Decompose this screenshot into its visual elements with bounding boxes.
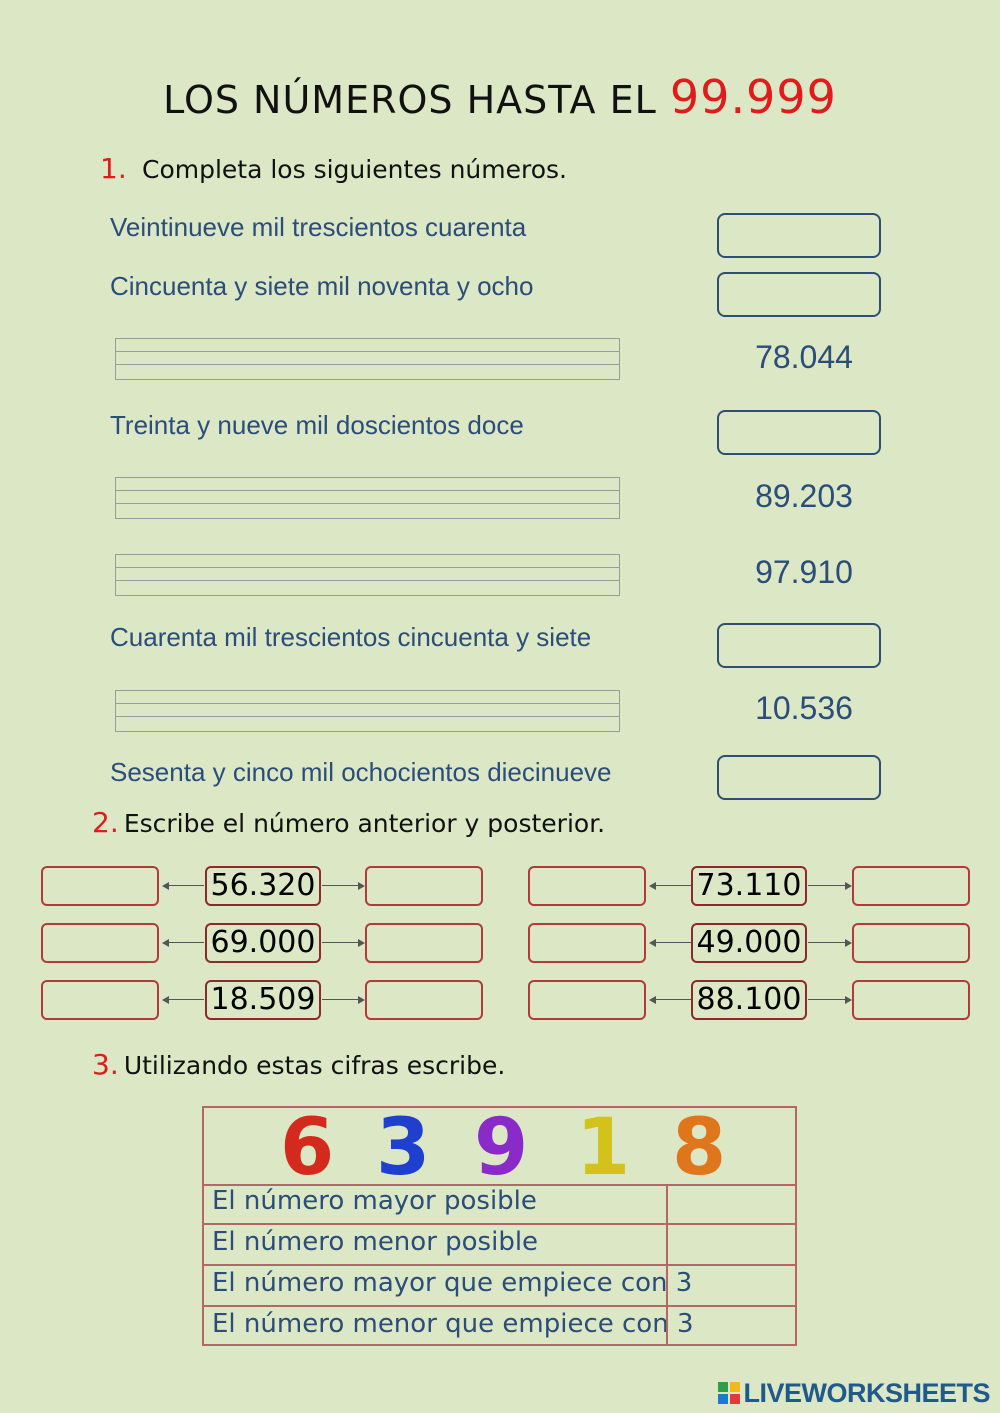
table-row	[204, 1266, 795, 1307]
row-label: El número menor que empiece con 3	[212, 1309, 694, 1339]
predecessor-box[interactable]	[41, 980, 159, 1020]
arrow-line	[168, 999, 204, 1000]
liveworksheets-logo-icon	[718, 1382, 740, 1404]
arrow-left-icon	[649, 882, 656, 890]
item-text-4: Treinta y nueve mil doscientos doce	[110, 410, 524, 440]
arrow-line	[322, 942, 358, 943]
title-text: LOS NÚMEROS HASTA EL	[163, 78, 657, 122]
answer-box-4[interactable]	[717, 410, 881, 455]
successor-box[interactable]	[365, 866, 483, 906]
arrow-right-icon	[358, 882, 365, 890]
answer-cell[interactable]	[666, 1307, 795, 1346]
answer-cell[interactable]	[666, 1225, 795, 1264]
table-row	[204, 1225, 795, 1266]
row-label: El número mayor posible	[212, 1186, 537, 1216]
number-value-3: 78.044	[755, 339, 853, 375]
arrow-right-icon	[845, 939, 852, 947]
writing-lines-3[interactable]	[115, 338, 620, 380]
section1-number: 1.	[100, 152, 127, 185]
successor-box[interactable]	[365, 980, 483, 1020]
number-value-8: 10.536	[755, 690, 853, 726]
writing-lines-8[interactable]	[115, 690, 620, 732]
item-text-7: Cuarenta mil trescientos cincuenta y siete	[110, 622, 592, 652]
arrow-line	[655, 942, 691, 943]
given-number: 18.509	[205, 980, 321, 1020]
section2-heading	[92, 806, 605, 839]
answer-box-2[interactable]	[717, 272, 881, 317]
answer-cell[interactable]	[666, 1266, 795, 1305]
number-value-6: 97.910	[755, 554, 853, 590]
arrow-line	[808, 885, 845, 886]
number-value-5: 89.203	[755, 478, 853, 514]
given-number: 49.000	[691, 923, 807, 963]
answer-cell[interactable]	[666, 1184, 795, 1223]
section2-number: 2.	[92, 806, 119, 839]
arrow-left-icon	[649, 939, 656, 947]
table-row	[204, 1184, 795, 1225]
arrow-left-icon	[162, 882, 169, 890]
arrow-line	[322, 999, 358, 1000]
successor-box[interactable]	[365, 923, 483, 963]
successor-box[interactable]	[852, 980, 970, 1020]
arrow-line	[655, 999, 691, 1000]
arrow-line	[168, 885, 204, 886]
item-text-2: Cincuenta y siete mil noventa y ocho	[110, 271, 534, 301]
item-text-9: Sesenta y cinco mil ochocientos diecinueve	[110, 757, 612, 787]
section3-number: 3.	[92, 1048, 119, 1081]
predecessor-box[interactable]	[528, 866, 646, 906]
logo-text: LIVEWORKSHEETS	[743, 1377, 990, 1408]
arrow-line	[808, 942, 845, 943]
liveworksheets-logo[interactable]	[718, 1376, 990, 1410]
writing-lines-5[interactable]	[115, 477, 620, 519]
arrow-right-icon	[358, 939, 365, 947]
arrow-line	[808, 999, 845, 1000]
predecessor-box[interactable]	[41, 866, 159, 906]
predecessor-box[interactable]	[41, 923, 159, 963]
digit-3: 3	[376, 1103, 431, 1193]
row-label: El número menor posible	[212, 1227, 539, 1257]
given-number: 73.110	[691, 866, 807, 906]
arrow-left-icon	[162, 939, 169, 947]
title-highlight: 99.999	[669, 70, 837, 124]
answer-box-7[interactable]	[717, 623, 881, 668]
answer-box-1[interactable]	[717, 213, 881, 258]
row-label: El número mayor que empiece con 3	[212, 1268, 693, 1298]
arrow-left-icon	[162, 996, 169, 1004]
given-number: 56.320	[205, 866, 321, 906]
page-title	[0, 70, 1000, 124]
digits-row	[204, 1103, 795, 1193]
arrow-line	[168, 942, 204, 943]
digit-8: 8	[672, 1103, 727, 1193]
item-text-1: Veintinueve mil trescientos cuarenta	[110, 212, 527, 242]
section3-heading	[92, 1048, 505, 1081]
section1-heading	[100, 152, 567, 185]
predecessor-box[interactable]	[528, 923, 646, 963]
given-number: 88.100	[691, 980, 807, 1020]
predecessor-box[interactable]	[528, 980, 646, 1020]
given-number: 69.000	[205, 923, 321, 963]
section3-instruction: Utilizando estas cifras escribe.	[123, 1051, 506, 1080]
arrow-right-icon	[845, 996, 852, 1004]
digit-6: 6	[280, 1103, 335, 1193]
arrow-right-icon	[358, 996, 365, 1004]
arrow-line	[655, 885, 691, 886]
writing-lines-6[interactable]	[115, 554, 620, 596]
answer-box-9[interactable]	[717, 755, 881, 800]
arrow-line	[322, 885, 358, 886]
digit-9: 9	[474, 1103, 529, 1193]
section2-instruction: Escribe el número anterior y posterior.	[123, 809, 606, 838]
table-row	[204, 1307, 795, 1348]
digits-table	[202, 1103, 797, 1346]
arrow-left-icon	[649, 996, 656, 1004]
successor-box[interactable]	[852, 923, 970, 963]
digit-1: 1	[576, 1103, 631, 1193]
successor-box[interactable]	[852, 866, 970, 906]
arrow-right-icon	[845, 882, 852, 890]
section1-instruction: Completa los siguientes números.	[141, 155, 567, 184]
